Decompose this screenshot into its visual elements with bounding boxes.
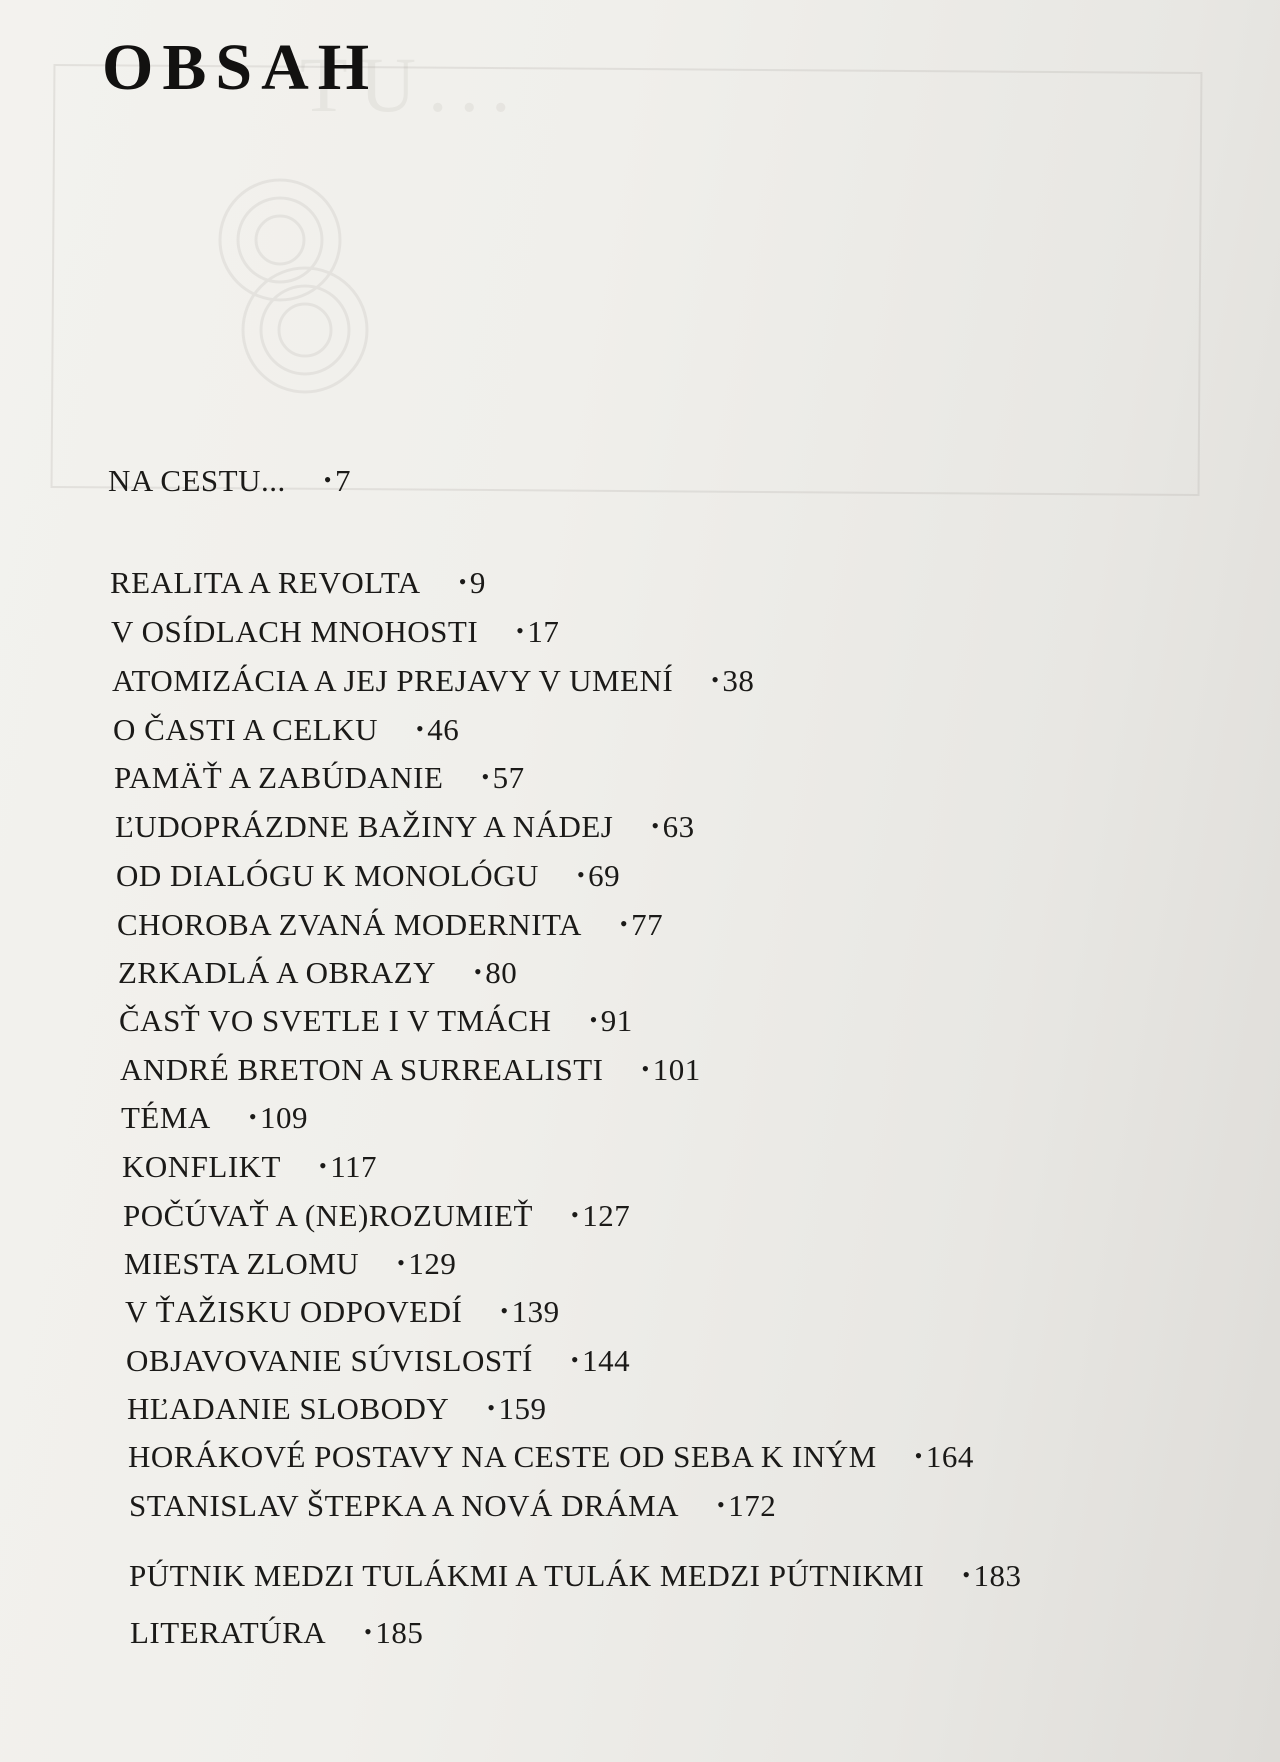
toc-entry <box>120 1049 701 1090</box>
toc-entry-title: V OSÍDLACH MNOHOSTI <box>111 614 479 649</box>
toc-entry-page <box>487 1391 546 1426</box>
page-title: OBSAH <box>102 31 379 104</box>
toc-page-number: 91 <box>600 1003 633 1038</box>
bullet-icon: • <box>500 1298 509 1323</box>
toc-page-number: 139 <box>511 1294 560 1329</box>
toc-page-number: 144 <box>582 1343 631 1378</box>
toc-page-number: 129 <box>408 1246 457 1281</box>
bullet-icon: • <box>323 467 332 492</box>
toc-entry-page <box>577 858 620 893</box>
toc-page-number: 63 <box>662 809 695 844</box>
bullet-icon: • <box>962 1562 971 1587</box>
toc-entry-page <box>459 565 486 600</box>
bullet-icon: • <box>711 667 720 692</box>
toc-entry-title: POČÚVAŤ A (NE)ROZUMIEŤ <box>123 1198 533 1233</box>
toc-page-number: 164 <box>925 1439 974 1474</box>
toc-entry-page <box>717 1488 776 1523</box>
toc-entry-page <box>249 1100 308 1135</box>
toc-entry <box>108 460 351 501</box>
toc-entry <box>129 1485 776 1526</box>
toc-page-number: 38 <box>722 663 755 698</box>
toc-page-number: 183 <box>973 1558 1022 1593</box>
toc-entry-page <box>571 1343 630 1378</box>
toc-entry <box>118 952 517 993</box>
toc-entry-page <box>364 1615 423 1650</box>
toc-entry-title: ĽUDOPRÁZDNE BAŽINY A NÁDEJ <box>115 809 614 844</box>
toc-entry-title: KONFLIKT <box>122 1149 281 1184</box>
toc-page-number: 9 <box>469 565 486 600</box>
bullet-icon: • <box>914 1443 923 1468</box>
toc-entry <box>117 904 663 945</box>
toc-entry-title: ATOMIZÁCIA A JEJ PREJAVY V UMENÍ <box>112 663 674 698</box>
toc-entry-title: HORÁKOVÉ POSTAVY NA CESTE OD SEBA K INÝM <box>128 1439 877 1474</box>
toc-page-number: 159 <box>498 1391 547 1426</box>
toc-entry <box>127 1388 547 1429</box>
toc-entry-title: MIESTA ZLOMU <box>124 1246 360 1281</box>
toc-entry-page <box>651 809 694 844</box>
bullet-icon: • <box>570 1347 580 1372</box>
toc-entry-title: OD DIALÓGU K MONOLÓGU <box>116 858 539 893</box>
toc-entry-title: STANISLAV ŠTEPKA A NOVÁ DRÁMA <box>129 1488 680 1523</box>
bullet-icon: • <box>364 1619 373 1644</box>
bullet-icon: • <box>487 1395 496 1420</box>
toc-entry-title: ZRKADLÁ A OBRAZY <box>118 955 437 990</box>
toc-entry-page <box>915 1439 974 1474</box>
toc-entry <box>112 660 754 701</box>
bullet-icon: • <box>319 1153 328 1178</box>
toc-page-number: 69 <box>588 858 621 893</box>
toc-entry-page <box>711 663 754 698</box>
toc-page-number: 57 <box>492 760 525 795</box>
toc-entry <box>114 757 525 798</box>
toc-entry-page <box>474 955 517 990</box>
toc-entry-title: LITERATÚRA <box>130 1615 327 1650</box>
toc-entry <box>121 1097 308 1138</box>
bullet-icon: • <box>474 959 483 984</box>
toc-entry <box>128 1436 974 1477</box>
toc-entry <box>111 611 559 652</box>
toc-entry-title: CHOROBA ZVANÁ MODERNITA <box>117 907 582 942</box>
toc-entry-page <box>516 614 559 649</box>
toc-entry <box>110 562 486 603</box>
toc-entry-page <box>500 1294 559 1329</box>
toc-page-number: 80 <box>485 955 518 990</box>
toc-entry-title: O ČASTI A CELKU <box>113 712 378 747</box>
bullet-icon: • <box>397 1250 406 1275</box>
toc-entry <box>126 1340 630 1381</box>
toc-entry-page <box>319 1149 377 1184</box>
bullet-icon: • <box>641 1056 650 1081</box>
toc-entry <box>129 1555 1022 1596</box>
toc-entry-page <box>590 1003 633 1038</box>
toc-entry <box>124 1243 456 1284</box>
toc-entry-title: PÚTNIK MEDZI TULÁKMI A TULÁK MEDZI PÚTNIKMI <box>129 1558 925 1593</box>
toc-entry-title: REALITA A REVOLTA <box>110 565 421 600</box>
toc-entry-title: ČASŤ VO SVETLE I V TMÁCH <box>119 1003 552 1038</box>
toc-entry-page <box>324 463 351 498</box>
toc-entry-page <box>962 1558 1021 1593</box>
toc-page-number: 17 <box>527 614 560 649</box>
bullet-icon: • <box>571 1202 580 1227</box>
toc-entry-page <box>397 1246 456 1281</box>
toc-entry <box>125 1291 560 1332</box>
toc-entry-page <box>481 760 524 795</box>
toc-entry-page <box>571 1198 630 1233</box>
toc-entry <box>130 1612 423 1653</box>
show-through-heading: TU... <box>300 41 523 128</box>
toc-page-number: 117 <box>330 1149 378 1184</box>
bullet-icon: • <box>481 764 490 789</box>
toc-entry-title: TÉMA <box>121 1100 211 1135</box>
toc-page-number: 7 <box>334 463 351 498</box>
toc-entry <box>116 855 620 896</box>
toc-page-number: 127 <box>582 1198 631 1233</box>
bullet-icon: • <box>589 1007 598 1032</box>
toc-entry <box>119 1000 633 1041</box>
bullet-icon: • <box>717 1492 726 1517</box>
bullet-icon: • <box>619 911 629 936</box>
toc-page-number: 77 <box>631 907 664 942</box>
toc-page-number: 46 <box>427 712 460 747</box>
toc-entry-title: OBJAVOVANIE SÚVISLOSTÍ <box>126 1343 533 1378</box>
bullet-icon: • <box>458 569 467 594</box>
show-through-ornament <box>185 170 425 400</box>
toc-entry-title: PAMÄŤ A ZABÚDANIE <box>114 760 444 795</box>
toc-entry-title: ANDRÉ BRETON A SURREALISTI <box>120 1052 604 1087</box>
bullet-icon: • <box>576 862 586 887</box>
bullet-icon: • <box>416 716 425 741</box>
bullet-icon: • <box>516 618 525 643</box>
toc-page-number: 101 <box>652 1052 701 1087</box>
bullet-icon: • <box>651 813 660 838</box>
toc-entry <box>113 709 459 750</box>
bullet-icon: • <box>248 1104 258 1129</box>
toc-entry-title: NA CESTU... <box>108 463 286 498</box>
toc-entry <box>115 806 695 847</box>
toc-page-number: 172 <box>728 1488 777 1523</box>
toc-entry-title: HĽADANIE SLOBODY <box>127 1391 450 1426</box>
toc-entry <box>122 1146 377 1187</box>
toc-entry-page <box>642 1052 701 1087</box>
toc-entry <box>123 1195 630 1236</box>
toc-entry-page <box>620 907 663 942</box>
toc-entry-title: V ŤAŽISKU ODPOVEDÍ <box>125 1294 463 1329</box>
toc-entry-page <box>416 712 459 747</box>
toc-page-number: 185 <box>375 1615 424 1650</box>
toc-page-number: 109 <box>260 1100 309 1135</box>
